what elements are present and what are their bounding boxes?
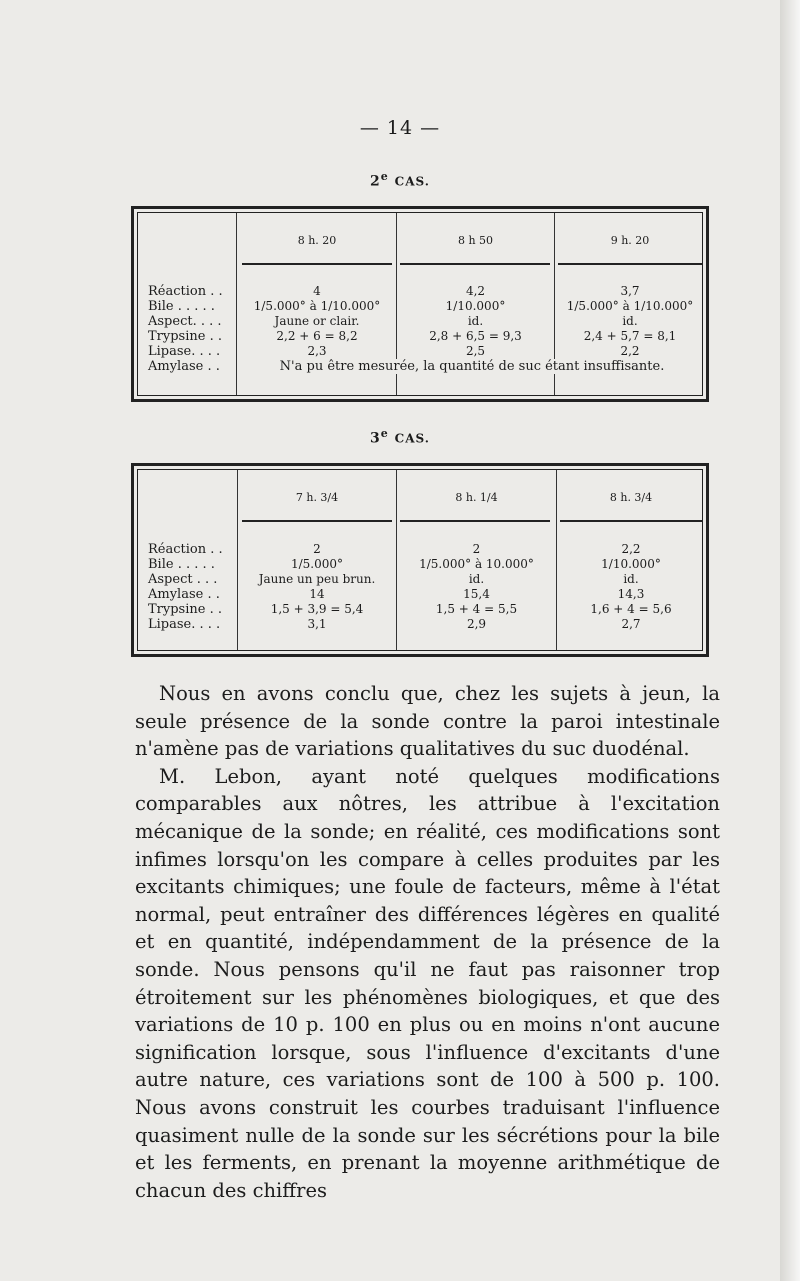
- amylase-note: N'a pu être mesurée, la quantité de suc étant insuffisante.: [242, 359, 702, 374]
- table-cell: 1,6 + 4 = 5,6: [590, 602, 672, 616]
- data-column: [557, 542, 705, 632]
- data-column: [555, 284, 705, 359]
- case-2-title-number: 2: [370, 173, 381, 190]
- row-label: Amylase . .: [148, 587, 220, 602]
- column-header: 8 h 50: [457, 234, 494, 247]
- table-cell: 4: [313, 284, 321, 298]
- row-label: Aspect. . . .: [148, 314, 222, 329]
- table-cell: 1/5.000° à 1/10.000°: [566, 299, 694, 313]
- table-cell: 3,1: [307, 617, 327, 631]
- column-header: 7 h. 3/4: [295, 491, 339, 504]
- table-cell: id.: [622, 314, 638, 328]
- table-cell: 1/5.000°: [290, 557, 344, 571]
- row-label: Amylase . .: [148, 359, 220, 374]
- table-cell: Jaune un peu brun.: [258, 572, 376, 586]
- table-cell: 14: [309, 587, 325, 601]
- row-label: Trypsine . .: [148, 602, 222, 617]
- page-edge: [780, 0, 800, 1281]
- case-2-title: [0, 170, 800, 190]
- data-column: [397, 284, 554, 359]
- row-labels: [148, 542, 238, 632]
- table-cell: 2,2 + 6 = 8,2: [276, 329, 358, 343]
- row-label: Trypsine . .: [148, 329, 222, 344]
- table-cell: 1/5.000° à 1/10.000°: [253, 299, 381, 313]
- table-cell: 1/5.000° à 10.000°: [419, 557, 534, 571]
- table-cell: 2,2: [620, 344, 640, 358]
- table-cell: id.: [467, 314, 484, 328]
- table-cell: 2,8 + 6,5 = 9,3: [429, 329, 522, 343]
- column-header: 9 h. 20: [610, 234, 650, 247]
- header-rule: [242, 520, 392, 522]
- table-cell: 2,2: [621, 542, 641, 556]
- table-cell: 14,3: [617, 587, 645, 601]
- table-cell: 1,5 + 4 = 5,5: [435, 602, 518, 616]
- case-2-title-sup: e: [380, 170, 389, 183]
- table-cell: 2,7: [621, 617, 641, 631]
- case-2-table: [131, 206, 709, 402]
- case-3-title-word: CAS.: [394, 431, 430, 446]
- row-labels: [148, 284, 238, 374]
- row-label: Bile . . . . .: [148, 299, 215, 314]
- table-cell: 2,4 + 5,7 = 8,1: [583, 329, 677, 343]
- data-column: [238, 542, 396, 632]
- body-text: [135, 680, 720, 1204]
- data-column: [397, 542, 556, 632]
- page-number: — 14 —: [359, 117, 441, 139]
- table-cell: 2,5: [465, 344, 486, 358]
- table-cell: Jaune or clair.: [274, 314, 360, 328]
- case-2-title-word: CAS.: [394, 174, 430, 189]
- row-label: Aspect . . .: [148, 572, 218, 587]
- table-cell: 1,5 + 3,9 = 5,4: [270, 602, 364, 616]
- row-label: Lipase. . . .: [148, 617, 221, 632]
- row-label: Réaction . .: [148, 542, 223, 557]
- column-header: 8 h. 1/4: [455, 491, 498, 504]
- row-label: Réaction . .: [148, 284, 223, 299]
- paragraph: M. Lebon, ayant noté quelques modifications comparables aux nôtres, les attribue à l'excitation mécanique de la sonde; en réalité, ces modifications sont infimes lorsqu'on les compare à celles produites par les excitants chimiques; une foule de facteurs, même à l'état normal, peut entraîner des différences légères en qualité et en quantité, indépendamment de la présence de la sonde. Nous pensons qu'il ne faut pas raisonner trop étroitement sur les phénomènes biologiques, et que des variations de 10 p. 100 en plus ou en moins n'ont aucune signification lorsque, sous l'influence d'excitants d'une autre nature, ces variations sont de 100 à 500 p. 100. Nous avons construit les courbes traduisant l'influence quasiment nulle de la sonde sur les sécrétions pour la bile et les ferments, en prenant la moyenne arithmétique de chacun des chiffres: [135, 764, 720, 1202]
- data-column: [237, 284, 397, 359]
- header-rule: [560, 520, 702, 522]
- header-rule: [400, 263, 550, 265]
- header-rule: [400, 520, 550, 522]
- table-cell: 2,9: [466, 617, 487, 631]
- row-label: Bile . . . . .: [148, 557, 215, 572]
- table-cell: 1/10.000°: [445, 299, 506, 313]
- case-3-title-sup: e: [380, 427, 389, 440]
- table-cell: id.: [468, 572, 485, 586]
- table-cell: id.: [623, 572, 639, 586]
- table-cell: 15,4: [463, 587, 490, 601]
- case-3-table: [131, 463, 709, 657]
- column-header: 8 h. 20: [297, 234, 337, 247]
- header-rule: [242, 263, 392, 265]
- table-cell: 2,3: [307, 344, 327, 358]
- row-label: Lipase. . . .: [148, 344, 221, 359]
- table-cell: 4,2: [465, 284, 486, 298]
- table-cell: 2: [313, 542, 321, 556]
- table-cell: 1/10.000°: [601, 557, 661, 571]
- table-cell: 3,7: [620, 284, 640, 298]
- case-3-title-number: 3: [370, 430, 381, 447]
- table-cell: 2: [472, 542, 481, 556]
- paragraph: Nous en avons conclu que, chez les sujets à jeun, la seule présence de la sonde contre la paroi intestinale n'amène pas de variations qualitatives du suc duodénal.: [135, 682, 720, 761]
- header-rule: [558, 263, 702, 265]
- column-header: 8 h. 3/4: [609, 491, 653, 504]
- case-3-title: [0, 427, 800, 447]
